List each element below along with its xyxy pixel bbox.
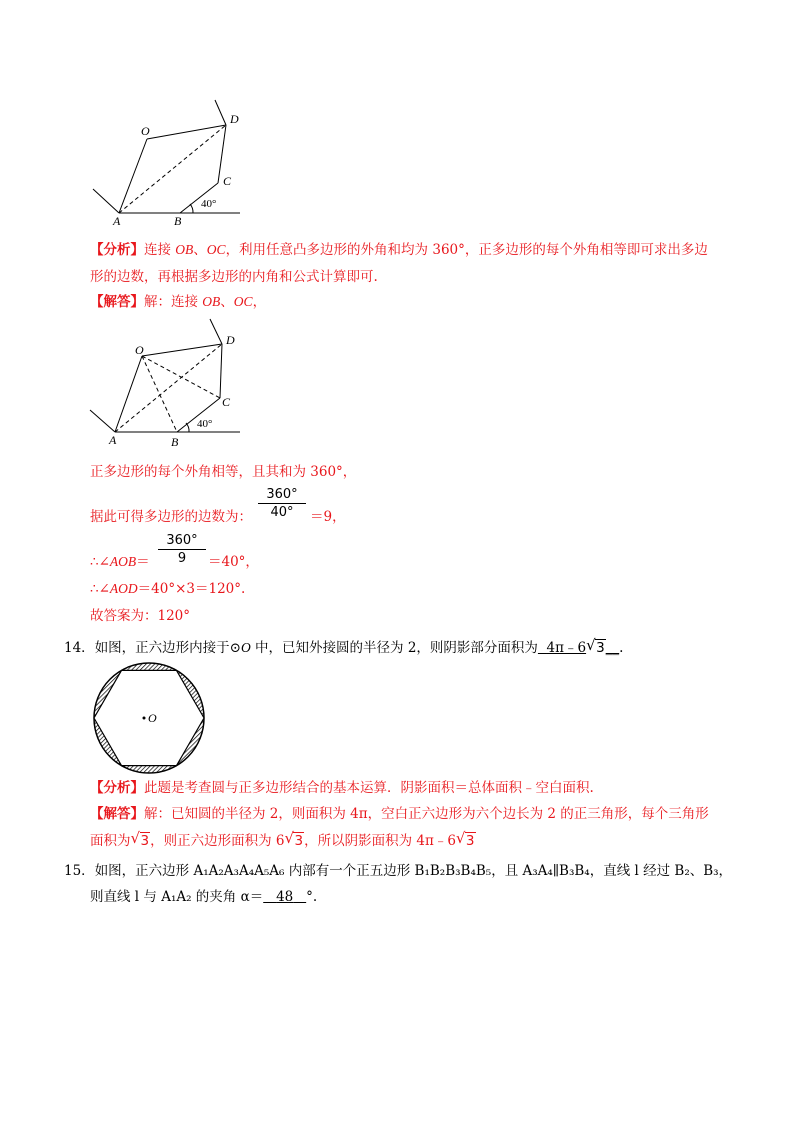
text: ，则正六边形面积为 6: [150, 833, 285, 849]
text: 中，已知外接圆的半径为 2，则阴影部分面积为: [250, 640, 538, 656]
radicand: 3: [140, 833, 150, 849]
text: __: [605, 640, 620, 656]
answer-tag: 【解答】: [90, 294, 144, 310]
text: 解：连接: [144, 294, 203, 310]
answer-blank: [263, 889, 306, 905]
text: OB: [175, 242, 194, 257]
text: 则直线 l 与 A₁A₂ 的夹角 α＝: [90, 889, 264, 905]
analysis-13-line-2: 形的边数，再根据多边形的内角和公式计算即可.: [90, 269, 378, 285]
sqrt-sign: √: [284, 829, 295, 847]
answer-13-line-2: 正多边形的每个外角相等，且其和为 360°，: [90, 464, 357, 480]
radicand: 3: [465, 833, 475, 849]
sqrt-sign: √: [586, 636, 596, 654]
fraction-denominator: 9: [177, 551, 187, 566]
text: ∴∠: [90, 554, 110, 570]
analysis-tag: 【分析】: [90, 780, 144, 796]
text: OC: [233, 294, 253, 309]
question-15-line-2: [90, 886, 317, 908]
text: 、: [220, 294, 234, 310]
label-C: C: [222, 395, 231, 409]
text: 、: [193, 242, 207, 258]
polygon-figure-1: [85, 95, 255, 225]
text: OC: [206, 242, 226, 257]
answer-14-line-1: [90, 803, 709, 825]
text: 据此可得多边形的边数为：: [90, 509, 252, 525]
text: 解：已知圆的半径为 2，则面积为 4π，空白正六边形为六个边长为 2 的正三角形，每个三角形: [144, 806, 709, 822]
text: AOB: [109, 554, 137, 569]
answer-13-line-4: [90, 551, 150, 573]
label-A: A: [113, 214, 121, 225]
answer-13-line-4-tail: ＝40°，: [208, 554, 259, 570]
sqrt-sign: √: [130, 829, 141, 847]
question-number: 15．: [64, 863, 95, 879]
hexagon-circle-figure: [88, 658, 210, 778]
text: 4π﹣6: [546, 640, 587, 656]
text: 此题是考查圆与正多边形结合的基本运算．阴影面积＝总体面积﹣空白面积.: [144, 780, 594, 796]
text: ＝: [136, 554, 150, 570]
answer-13-line-1: [90, 291, 266, 313]
question-14: [64, 637, 623, 659]
answer-blank: [538, 636, 606, 656]
label-D: D: [226, 333, 235, 347]
text: 连接: [144, 242, 176, 258]
label-angle: 40°: [201, 198, 217, 210]
fraction-denominator: 40°: [270, 505, 294, 520]
sqrt: [131, 830, 151, 852]
analysis-13-line-1: [90, 239, 708, 261]
label-B: B: [171, 435, 179, 449]
fraction-360-over-40: [258, 487, 306, 520]
label-C: C: [223, 174, 232, 188]
question-15-line-1: [64, 860, 732, 882]
answer-13-line-3-tail: ＝9，: [310, 509, 346, 525]
answer-14-line-2: [90, 830, 476, 852]
label-O: O: [148, 711, 157, 725]
fraction-360-over-9: [158, 533, 206, 566]
label-O: O: [141, 124, 150, 138]
radicand: 3: [596, 640, 605, 656]
answer-tag: 【解答】: [90, 806, 144, 822]
label-B: B: [174, 214, 182, 225]
label-A: A: [109, 433, 117, 447]
text: ＝40°×3＝120°.: [137, 581, 246, 597]
text: ∴∠: [90, 581, 110, 597]
fraction-numerator: 360°: [266, 487, 298, 502]
radicand: 3: [294, 833, 304, 849]
text: °.: [306, 889, 318, 905]
sqrt: [586, 637, 606, 659]
label-O: O: [135, 343, 144, 357]
fraction-numerator: 360°: [166, 533, 198, 548]
sqrt: [284, 830, 304, 852]
text: ，: [252, 294, 267, 310]
text: 48: [276, 889, 294, 905]
fraction-bar: [158, 549, 206, 550]
text: 如图，正六边形 A₁A₂A₃A₄A₅A₆ 内部有一个正五边形 B₁B₂B₃B₄B₅，且 A₃A₄∥B₃B₄，直线 l 经过 B₂、B₃，: [94, 863, 733, 879]
answer-13-line-3: [90, 506, 252, 528]
text: 如图，正六边形内接于⊙: [94, 640, 241, 656]
answer-13-line-5: [90, 578, 245, 600]
sqrt: [456, 830, 476, 852]
polygon-figure-2: [85, 316, 255, 451]
label-angle: 40°: [197, 418, 213, 430]
analysis-14: [90, 777, 594, 799]
sqrt-sign: √: [455, 829, 466, 847]
text: 面积为: [90, 833, 131, 849]
text: O: [241, 640, 251, 655]
text: OB: [202, 294, 221, 309]
analysis-tag: 【分析】: [90, 242, 144, 258]
text: ，所以阴影面积为 4π﹣6: [304, 833, 456, 849]
text: AOD: [109, 581, 138, 596]
text: .: [619, 640, 624, 656]
question-number: 14．: [64, 640, 95, 656]
text: ，利用任意凸多边形的外角和均为 360°，正多边形的每个外角相等即可求出多边: [225, 242, 708, 258]
fraction-bar: [258, 503, 306, 504]
answer-13-line-6: 故答案为：120°: [90, 608, 191, 624]
label-D: D: [230, 112, 239, 126]
